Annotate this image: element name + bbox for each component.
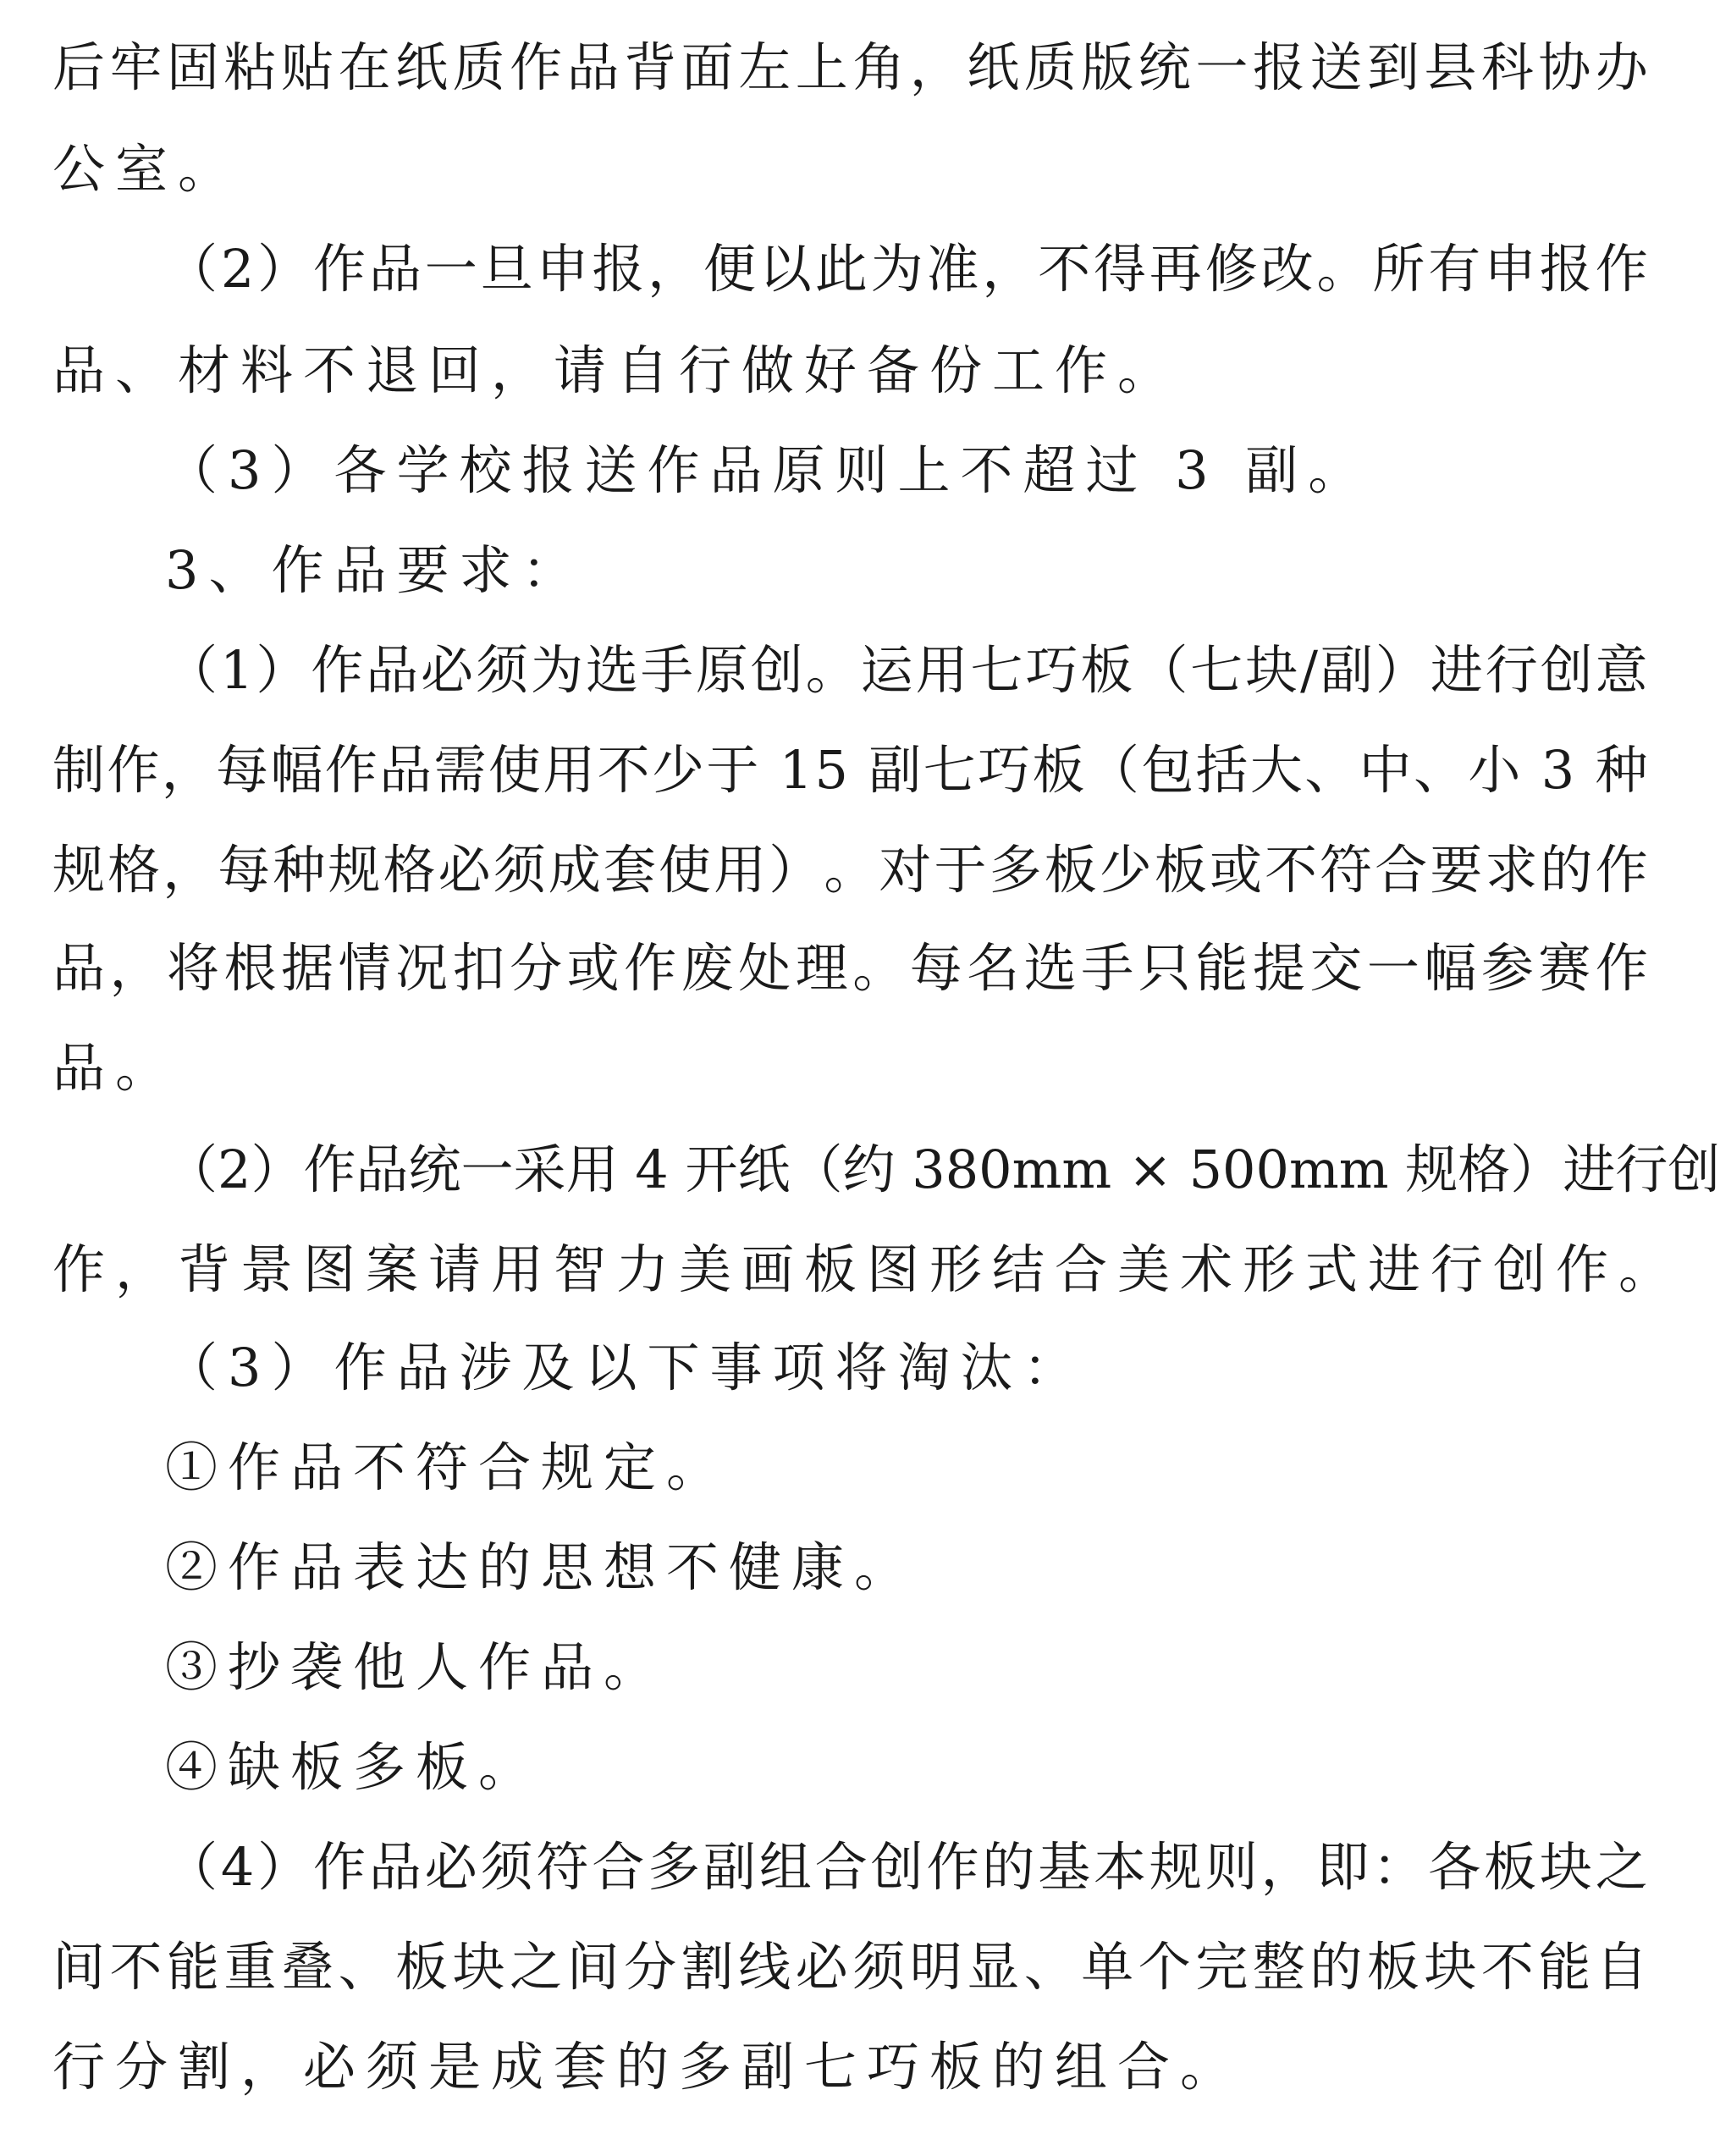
text-line: 后 牢 固 粘 贴 在 纸 质 作 品 背 面 左 上 角 ， 纸 质 版 统 一 报 送 到 县 科 协 办 [52, 36, 1648, 98]
text-line: 品 ， 将 根 据 情 况 扣 分 或 作 废 处 理 。 每 名 选 手 只 能 提 交 一 幅 参 赛 作 [52, 937, 1648, 999]
text-line: 规 格 ， 每 种 规 格 必 须 成 套 使 用 ） 。 对 于 多 板 少 板 或 不 符 合 要 求 的 作 [52, 839, 1648, 901]
text-line: （3）作品涉及以下事项将淘汰： [165, 1337, 1086, 1398]
text-line: 作，背景图案请用智力美画板图形结合美术形式进行创作。 [52, 1238, 1682, 1300]
text-line: （ 1 ） 作 品 必 须 为 选 手 原 创 。 运 用 七 巧 板 （ 七 块 / 副 ） 进 行 创 意 [165, 639, 1648, 701]
text-line: （ 2 ） 作 品 统 一 采 用 4 开 纸 （ 约 3 8 0 m m × 5 0 0 m m 规 格 ） 进 行 创 [165, 1139, 1720, 1200]
text-line: 间 不 能 重 叠 、 板 块 之 间 分 割 线 必 须 明 显 、 单 个 完 整 的 板 块 不 能 自 [52, 1936, 1648, 1998]
text-line: （3）各学校报送作品原则上不超过 3 副。 [165, 439, 1371, 501]
list-item: ②作品表达的思想不健康。 [165, 1536, 918, 1598]
text-line: 品、材料不退回，请自行做好备份工作。 [52, 339, 1181, 401]
list-item: ①作品不符合规定。 [165, 1436, 730, 1498]
text-line: 公室。 [52, 138, 241, 200]
text-line: （ 4 ） 作 品 必 须 符 合 多 副 组 合 创 作 的 基 本 规 则 ， 即 ： 各 板 块 之 [165, 1836, 1648, 1898]
list-item: ③抄袭他人作品。 [165, 1636, 667, 1698]
section-heading: 3、作品要求： [165, 539, 585, 601]
text-line: 品。 [52, 1037, 179, 1099]
text-line: 行分割，必须是成套的多副七巧板的组合。 [52, 2036, 1243, 2098]
text-line: 制 作 ， 每 幅 作 品 需 使 用 不 少 于 1 5 副 七 巧 板 （ 包 括 大 、 中 、 小 3 种 [52, 739, 1648, 801]
list-item: ④缺板多板。 [165, 1736, 542, 1798]
text-line: （ 2 ） 作 品 一 旦 申 报 ， 便 以 此 为 准 ， 不 得 再 修 改 。 所 有 申 报 作 [165, 238, 1648, 300]
